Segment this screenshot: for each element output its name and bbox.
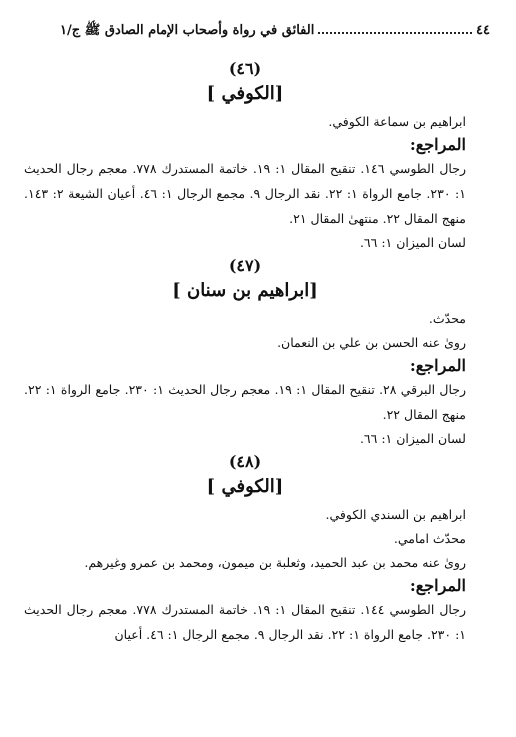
entry <box>24 58 466 255</box>
entry-line: روىٰ عنه محمد بن عبد الحميد، وثعلبة بن ميمون، ومحمد بن عمرو وغيرهم. <box>84 555 466 570</box>
references-heading: المراجع: <box>409 576 466 595</box>
entry-line: ابراهيم بن سماعة الكوفي. <box>328 114 466 129</box>
page-content <box>24 58 466 647</box>
entry-line: روىٰ عنه الحسن بن علي بن النعمان. <box>277 335 466 350</box>
references-text: رجال الطوسي ١٤٤. تنقيح المقال ١: ١٩. خاتمة المستدرك ٧٧٨. معجم رجال الحديث ١: ٢٣٠. جامع الرواة ١: ٢٢. نقد الرجال ٩. مجمع الرجال ١: ٤٦. أعيان <box>24 602 466 642</box>
page-header <box>60 22 490 41</box>
references-heading: المراجع: <box>409 135 466 154</box>
references-heading: المراجع: <box>409 356 466 375</box>
entry <box>24 255 466 451</box>
references-text: رجال الطوسي ١٤٦. تنقيح المقال ١: ١٩. خاتمة المستدرك ٧٧٨. معجم رجال الحديث ١: ٢٣٠. جامع الرواة ١: ٢٢. نقد الرجال ٩. مجمع الرجال ١: ٤٦. أعيان الشيعة ٢: ١٤٣. منهج المقال ٢٢. منتهىٰ المقال ٢١. <box>24 161 466 226</box>
references-text: رجال البرقي ٢٨. تنقيح المقال ١: ١٩. معجم رجال الحديث ١: ٢٣٠. جامع الرواة ١: ٢٢. منهج المقال ٢٢. <box>24 382 467 422</box>
entry-title: [الكوفي ] <box>206 83 284 104</box>
running-title: الفائق في رواة وأصحاب الإمام الصادق ﷺ ج/١ <box>60 23 315 38</box>
references-extra: لسان الميزان ١: ٦٦. <box>359 431 466 446</box>
entry-title: [الكوفي ] <box>206 476 284 497</box>
entry <box>24 451 466 647</box>
entry-line: ابراهيم بن السندي الكوفي. <box>325 507 466 522</box>
entry-number: (٤٧) <box>228 256 262 275</box>
entry-line: محدّث امامي. <box>393 531 466 546</box>
entry-number: (٤٨) <box>228 452 262 471</box>
entry-title: [ابراهيم بن سنان ] <box>172 280 318 301</box>
entry-line: محدّث. <box>428 311 466 326</box>
entry-number: (٤٦) <box>228 59 262 78</box>
header-dot-leader <box>318 32 472 34</box>
references-extra: لسان الميزان ١: ٦٦. <box>359 235 466 250</box>
page-number: ٤٤ <box>476 23 490 38</box>
